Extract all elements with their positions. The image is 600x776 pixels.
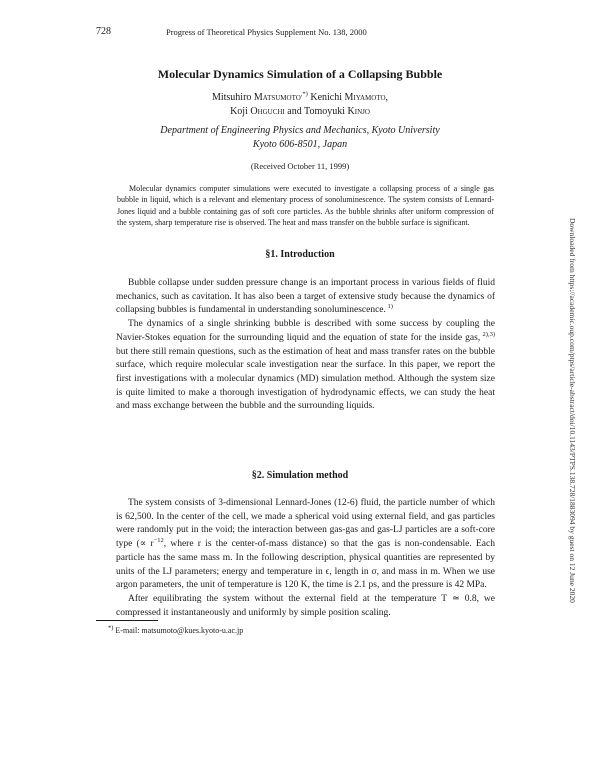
citation-ref: 2),3) [480, 330, 495, 338]
received-date: (Received October 11, 1999) [250, 161, 350, 171]
citation-ref: 1) [385, 303, 393, 311]
exponent: −12 [153, 536, 164, 544]
paragraph: The system consists of 3-dimensional Lennard-Jones (12-6) fluid, the particle number of which is 62,500. In the center of the cell, we made a spherical void using external field, and gas particles were randomly put in the void; the interaction between gas-gas and gas-LJ particles are a soft-core type (∝ $r^{-12}$, where r is the center-of-mass distance) so that the gas is non-condensable. Each particle has the same mass m. In the following description, physical quantities are represented by units of the LJ parameters; energy and temperature in ϵ, length in σ, and mass in m. When we use argon parameters, the unit of temperature is 120 K, the time is 2.1 ps, and the pressure is 42 MPa. [116, 498, 495, 591]
paragraph: Bubble collapse under sudden pressure change is an important process in various fields of fluid mechanics, such as cavitation. It has also been a target of extensive study because the dynamics of collapsing bubbles is fundamental in understanding sonoluminescence. $^{1)}$ [116, 278, 495, 316]
paragraph: After equilibrating the system without the external field at the temperature T ≃ 0.8, we compressed it instantaneously and uniformly by simple position scaling. [116, 593, 495, 618]
affiliation-line-2: Kyoto 606-8501, Japan [252, 139, 348, 150]
paragraph: The dynamics of a single shrinking bubble is described with some success by coupling the Navier-Stokes equation for the surrounding liquid and the equation of state for the inside gas, $^{2),3)}$ but there still remain questions, such as the estimation of heat and mass transfer rates on the bubble surface, which require molecular scale investigation near the surface. In this paper, we report the first investigations with a molecular dynamics (MD) simulation method. Although the system size is quite limited to make a thorough investigation of hydrodynamic effects, we can study the heat and mass exchange between the bubble and the surrounding liquids. [116, 319, 495, 412]
simulation-method-body [116, 497, 495, 620]
footnote-email: E-mail: matsumoto@kues.kyoto-u.ac.jp [113, 626, 244, 635]
running-header: Progress of Theoretical Physics Supplement No. 138, 2000 [166, 27, 367, 37]
affiliation-line-1: Department of Engineering Physics and Mechanics, Kyoto University [160, 125, 440, 136]
author-line-1: Mitsuhiro Matsumoto,*) Kenichi Miyamoto, [211, 90, 389, 103]
page-number: 728 [96, 26, 111, 37]
footnote-marker: *) [108, 624, 114, 632]
footnote-divider [96, 620, 158, 621]
footnote [108, 626, 243, 635]
section-heading-simulation-method: §2. Simulation method [251, 470, 349, 481]
paper-title: Molecular Dynamics Simulation of a Collapsing Bubble [157, 67, 443, 81]
download-watermark: Downloaded from https://academic.oup.com/ptps/article-abstract/doi/10.1143/PTPS.138.728/1883094 by guest on 12 June 2020 [568, 218, 577, 603]
author-line-2: Koji Ohguchi and Tomoyuki Kinjo [230, 106, 370, 117]
section-heading-introduction: §1. Introduction [265, 249, 335, 260]
footnote-marker: ,*) [300, 90, 308, 98]
abstract: Molecular dynamics computer simulations were executed to investigate a collapsing process of a single gas bubble in liquid, which is a relevant and elementary process of sonoluminescence. The system consists of Lennard-Jones liquid and a bubble containing gas of soft core particles. As the bubble shrinks after uniform compression of the system, sharp temperature rise is observed. The heat and mass transfer on the bubble surface is significant. [117, 184, 494, 227]
introduction-body [116, 277, 495, 414]
